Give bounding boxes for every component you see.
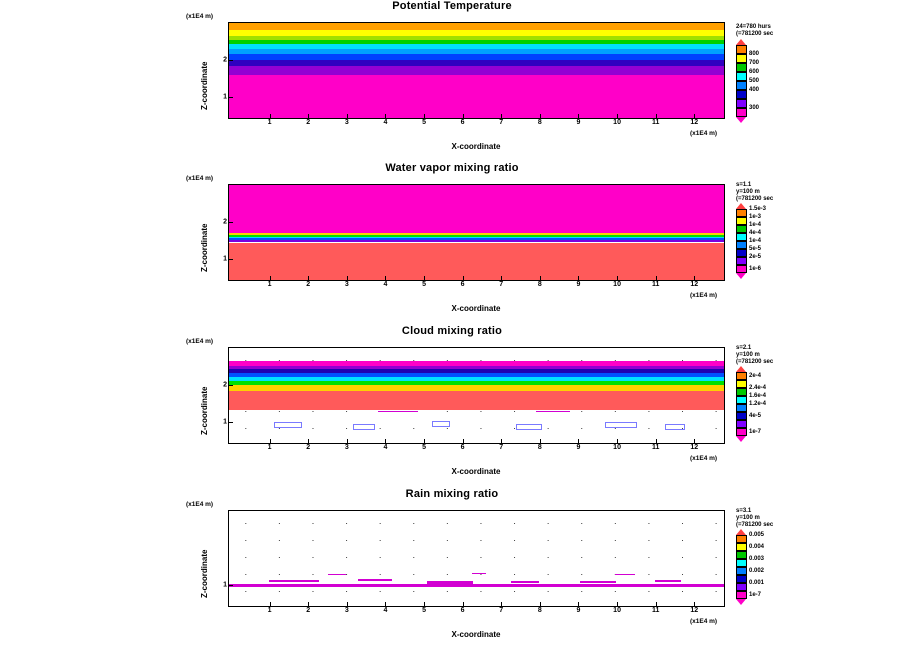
plot-area	[223, 22, 725, 126]
y-axis-label: Z-coordinate	[200, 61, 209, 110]
y-tick-label: 1	[223, 93, 227, 101]
x-tick-label: 7	[499, 607, 504, 614]
x-tick-label: 6	[460, 444, 465, 451]
colorbar-header-line1: 24=780 hurs	[736, 24, 771, 30]
x-tick-label: 11	[651, 281, 660, 288]
contour-band	[229, 391, 724, 410]
x-tick-label: 3	[344, 119, 349, 126]
x-axis-label: X-coordinate	[451, 467, 501, 476]
x-tick-label: 6	[460, 281, 465, 288]
x-tick-label: 6	[460, 607, 465, 614]
x-tick-label: 11	[651, 607, 660, 614]
x-tick-label: 4	[383, 444, 388, 451]
x-tick-label: 8	[537, 119, 542, 126]
x-tick-label: 12	[690, 444, 699, 451]
grid-dots	[229, 511, 724, 606]
x-tick-label: 9	[576, 119, 581, 126]
panel-title: Cloud mixing ratio	[401, 325, 503, 337]
colorbar-header-line3: (=781200 sec	[736, 359, 774, 365]
x-tick-label: 7	[499, 444, 504, 451]
x-tick-label: 10	[613, 444, 621, 451]
x-unit-label: (x1E4 m)	[690, 292, 718, 299]
x-tick-label: 4	[383, 607, 388, 614]
x-tick-label: 1	[267, 607, 272, 614]
colorbar-under-arrow	[736, 117, 746, 123]
x-axis-label: X-coordinate	[451, 142, 501, 151]
colorbar-tick-label: 2.4e-4	[749, 385, 767, 391]
y-axis-label: Z-coordinate	[200, 223, 209, 272]
contour-band	[229, 237, 724, 239]
colorbar-tick-label: 1e-6	[749, 266, 762, 272]
colorbar-header-line2: y=100 m	[736, 189, 760, 195]
colorbar-tick-label: 500	[749, 78, 760, 84]
x-tick-label: 5	[422, 281, 426, 288]
colorbar-header-line3: (=781200 sec	[736, 196, 774, 202]
y-tick-label: 2	[223, 218, 227, 226]
x-tick-label: 8	[537, 607, 542, 614]
plot-area	[223, 347, 725, 451]
x-tick-label: 2	[306, 281, 311, 288]
colorbar-tick-label: 0.002	[749, 568, 765, 574]
x-tick-label: 11	[651, 444, 660, 451]
colorbar-tick-label: 300	[749, 105, 760, 111]
colorbar-tick-label: 4e-4	[749, 230, 762, 236]
panel-potential-temperature	[0, 0, 904, 160]
colorbar-tick-label: 4e-5	[749, 413, 762, 419]
colorbar-tick-label: 1.2e-4	[749, 401, 767, 407]
colorbar-header-line1: s=2.1	[736, 345, 752, 351]
x-tick-label: 12	[690, 607, 699, 614]
contour-band	[229, 23, 724, 30]
x-tick-label: 10	[613, 607, 621, 614]
x-tick-label: 4	[383, 281, 388, 288]
x-tick-label: 1	[267, 119, 272, 126]
colorbar-under-arrow	[736, 273, 746, 279]
x-axis-label: X-coordinate	[451, 304, 501, 313]
x-axis-label: X-coordinate	[451, 630, 501, 639]
contour-band	[229, 238, 724, 240]
colorbar-tick-label: 0.003	[749, 556, 765, 562]
colorbar-header-line2: (=781200 sec	[736, 31, 774, 37]
colorbar-tick-label: 1e-4	[749, 238, 762, 244]
x-tick-label: 11	[651, 119, 660, 126]
panel-water-vapor-mixing-ratio	[0, 162, 904, 324]
x-tick-label: 7	[499, 119, 504, 126]
colorbar-under-arrow	[736, 436, 746, 442]
y-axis-label: Z-coordinate	[200, 549, 209, 598]
colorbar-tick-label: 0.004	[749, 544, 765, 550]
x-tick-label: 5	[422, 607, 426, 614]
x-tick-label: 4	[383, 119, 388, 126]
z-unit-label: (x1E4 m)	[186, 501, 214, 508]
plot-area	[223, 510, 725, 614]
contour-band	[229, 243, 724, 280]
x-tick-label: 10	[613, 119, 621, 126]
colorbar-header-line2: y=100 m	[736, 352, 760, 358]
y-tick-mark	[229, 97, 233, 98]
contour-band	[229, 385, 724, 392]
colorbar-tick-label: 1e-7	[749, 592, 762, 598]
y-tick-label: 1	[223, 255, 227, 263]
x-tick-label: 8	[537, 444, 542, 451]
y-tick-label: 1	[223, 418, 227, 426]
y-tick-label: 2	[223, 56, 227, 64]
contour-band	[229, 60, 724, 67]
colorbar-tick-label: 5e-5	[749, 246, 762, 252]
x-tick-label: 12	[690, 119, 699, 126]
x-unit-label: (x1E4 m)	[690, 618, 718, 625]
x-tick-label: 6	[460, 119, 465, 126]
x-tick-label: 5	[422, 444, 426, 451]
x-tick-label: 3	[344, 607, 349, 614]
x-tick-label: 1	[267, 444, 272, 451]
contour-band	[229, 235, 724, 237]
colorbar-tick-label: 1e-7	[749, 429, 762, 435]
y-axis-label: Z-coordinate	[200, 386, 209, 435]
x-unit-label: (x1E4 m)	[690, 455, 718, 462]
colorbar-tick-label: 2e-4	[749, 373, 762, 379]
colorbar-tick-label: 700	[749, 60, 760, 66]
x-tick-label: 8	[537, 281, 542, 288]
panel-title: Potential Temperature	[392, 0, 512, 12]
x-tick-label: 10	[613, 281, 621, 288]
x-tick-label: 2	[306, 444, 311, 451]
x-tick-label: 9	[576, 607, 581, 614]
x-tick-label: 2	[306, 607, 311, 614]
contour-band	[229, 66, 724, 75]
colorbar-tick-label: 0.001	[749, 580, 765, 586]
x-unit-label: (x1E4 m)	[690, 130, 718, 137]
y-tick-label: 2	[223, 381, 227, 389]
colorbar-tick-label: 800	[749, 51, 760, 57]
panel-title: Water vapor mixing ratio	[385, 162, 519, 174]
panel-title: Rain mixing ratio	[405, 488, 499, 500]
colorbar-tick-label: 1.5e-3	[749, 206, 767, 212]
x-tick-label: 12	[690, 281, 699, 288]
panel-rain-mixing-ratio	[0, 488, 904, 654]
colorbar-tick-label: 400	[749, 87, 760, 93]
colorbar-header-line1: s=1.1	[736, 182, 752, 188]
colorbar-tick-label: 2e-5	[749, 254, 762, 260]
y-tick-mark	[229, 60, 233, 61]
x-tick-label: 9	[576, 444, 581, 451]
x-tick-label: 3	[344, 281, 349, 288]
x-tick-label: 5	[422, 119, 426, 126]
panel-cloud-mixing-ratio	[0, 325, 904, 487]
z-unit-label: (x1E4 m)	[186, 338, 214, 345]
colorbar-header-line2: y=100 m	[736, 515, 760, 521]
x-tick-label: 7	[499, 281, 504, 288]
colorbar-tick-label: 1e-3	[749, 214, 762, 220]
colorbar-tick-label: 1.6e-4	[749, 393, 767, 399]
x-tick-label: 1	[267, 281, 272, 288]
x-tick-label: 3	[344, 444, 349, 451]
y-tick-label: 1	[223, 581, 227, 589]
colorbar-tick-label: 1e-4	[749, 222, 762, 228]
contour-band	[229, 233, 724, 235]
z-unit-label: (x1E4 m)	[186, 175, 214, 182]
x-tick-label: 9	[576, 281, 581, 288]
colorbar-under-arrow	[736, 599, 746, 605]
z-unit-label: (x1E4 m)	[186, 13, 214, 20]
x-tick-label: 2	[306, 119, 311, 126]
contour-band	[229, 240, 724, 242]
colorbar-header-line3: (=781200 sec	[736, 522, 774, 528]
colorbar-tick-label: 600	[749, 69, 760, 75]
plot-area	[223, 184, 725, 288]
colorbar-header-line1: s=3.1	[736, 508, 752, 514]
colorbar-tick-label: 0.005	[749, 532, 765, 538]
contour-band	[229, 75, 724, 118]
